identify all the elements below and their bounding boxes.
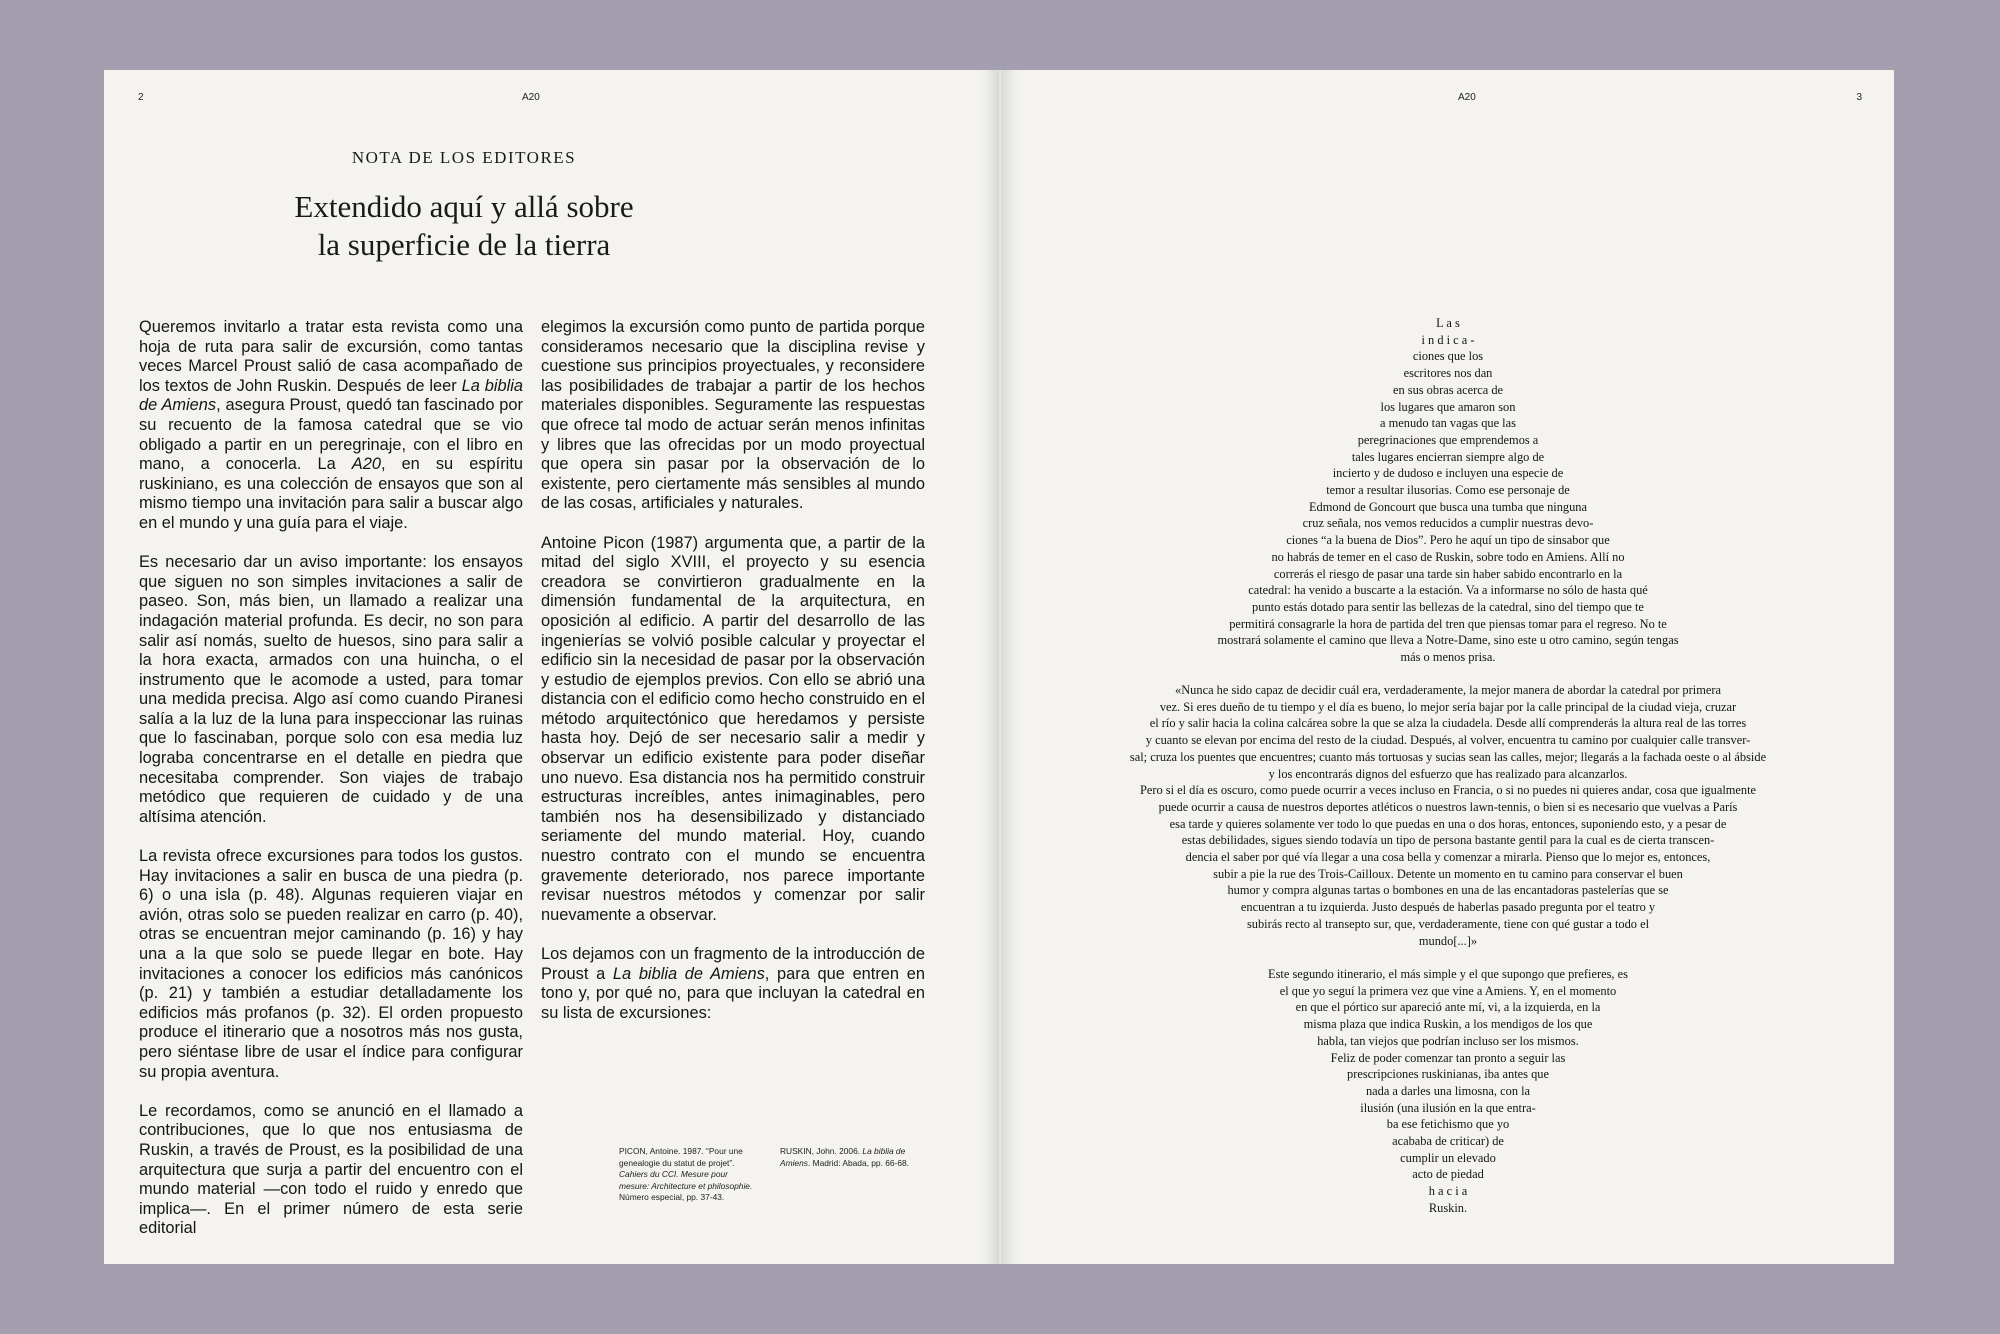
- shape-text-line: ilusión (una ilusión en la que entra-: [1360, 1100, 1536, 1115]
- shape-text-line: ciones que los: [1412, 349, 1484, 364]
- shape-text-line: Feliz de poder comenzar tan pronto a seguir las: [1330, 1050, 1566, 1065]
- shape-text-line: correrás el riesgo de pasar una tarde sin haber sabido encontrarlo en la: [1273, 566, 1623, 581]
- title-line: Extendido aquí y allá sobre: [294, 189, 634, 224]
- shape-text-line: incierto y de dudoso e incluyen una especie de: [1332, 466, 1564, 481]
- shape-text-line: los lugares que amaron son: [1380, 399, 1516, 414]
- body-column-1: [139, 318, 523, 1239]
- shape-text-line: temor a resultar ilusorias. Como ese personaje de: [1326, 483, 1570, 498]
- paragraph: Antoine Picon (1987) argumenta que, a partir de la mitad del siglo XVIII, el proyecto y su esencia creadora se convirtieron gradualmente en la dimensión fundamental de la arquitectura, en oposición al edificio. A partir del desarrollo de las ingenierías se volvió posible calcular y proyectar el edificio sin la necesidad de pasar por la observación y estudio de ejemplos previos. Con ello se abrió una distancia con el edificio como hecho construido en el método arquitectónico que heredamos y persiste hasta hoy. Dejó de ser necesario salir a medir y observar un edificio existente para poder diseñar uno nuevo. Esa distancia nos ha permitido construir estructuras increíbles, antes inimaginables, pero también nos ha desensibilizado y distanciado seriamente del mundo material. Hoy, cuando nuestro contrato con el mundo se encuentra gravemente deteriorado, nos parece importante revisar nuestros métodos y comenzar por salir nuevamente a observar.: [541, 533, 925, 924]
- shape-text-line: esa tarde y quieres solamente ver todo lo que puedas en una o dos horas, entonces, suponiendo esto, y a pesar de: [1169, 816, 1727, 831]
- paragraph: Queremos invitarlo a tratar esta revista como una hoja de ruta para salir de excursión, como tantas veces Marcel Proust salió de casa acompañado de los textos de John Ruskin. Después de leer La biblia de Amiens, asegura Proust, quedó tan fascinado por su recuento de la famosa catedral que se vio obligado a partir en un peregrinaje, con el libro en mano, a conocerla. La A20, en su espíritu ruskiniano, es una colección de ensayos que son al mismo tiempo una invitación para salir a buscar algo en el mundo y una guía para el viaje.: [139, 318, 523, 532]
- shape-text-line: Pero si el día es oscuro, como puede ocurrir a veces incluso en Francia, o si no puedes ni quieres andar, cosa que igualmente: [1139, 783, 1757, 798]
- shape-text-line: a menudo tan vagas que las: [1380, 416, 1516, 431]
- shape-text-line: Este segundo itinerario, el más simple y el que supongo que prefieres, es: [1268, 967, 1628, 981]
- cathedral-shape-text-bottom: [1062, 966, 1834, 1217]
- paragraph: elegimos la excursión como punto de partida porque consideramos necesario que la disciplina revise y cuestione sus principios proyectuales, y reconsidere las posibilidades de trabajar a partir de los hechos materiales disponibles. Seguramente las respuestas que ofrece tal modo de actuar serán menos infinitas y libres que las ofrecidas por un modo proyectual que opera sin pasar por la observación de lo existente, pero ciertamente más sensibles al mundo de las cosas, artificiales y naturales.: [541, 318, 925, 513]
- shape-text-line: mundo[...]»: [1418, 933, 1478, 948]
- footnote-ruskin: RUSKIN, John. 2006. La biblia de Amiens. Madrid: Abada, pp. 66-68.: [780, 1146, 909, 1168]
- shape-text-line: habla, tan viejos que podrían incluso ser los mismos.: [1317, 1033, 1579, 1048]
- shape-text-line: punto estás dotado para sentir las bellezas de la catedral, sino del tiempo que te: [1252, 599, 1644, 614]
- shape-text-line: prescripciones ruskinianas, iba antes que: [1347, 1067, 1549, 1082]
- shape-text-line: subir a pie la rue des Trois-Cailloux. Detente un momento en tu camino para conservar el buen: [1213, 866, 1683, 881]
- shape-text-line: «Nunca he sido capaz de decidir cuál era, verdaderamente, la mejor manera de abordar la catedral por primera: [1175, 683, 1721, 697]
- shape-text-line: i n d i c a -: [1421, 332, 1475, 347]
- shape-text-line: Ruskin.: [1428, 1200, 1468, 1215]
- left-page: [104, 70, 998, 1264]
- shape-text-line: vez. Si eres dueño de tu tiempo y el día es bueno, lo mejor sería bajar por la calle principal de la ciudad vieja, cruzar: [1159, 699, 1737, 714]
- shape-text-line: acababa de criticar) de: [1392, 1134, 1504, 1149]
- shape-text-line: nada a darles una limosna, con la: [1365, 1083, 1531, 1098]
- shape-text-line: L a s: [1436, 316, 1460, 330]
- shape-text-line: humor y compra algunas tartas o bombones en una de las encantadoras pastelerías que se: [1227, 883, 1669, 898]
- shape-text-line: cumplir un elevado: [1400, 1150, 1496, 1165]
- magazine-title: A20: [1458, 92, 1476, 103]
- cathedral-shape-quote: [1062, 682, 1834, 949]
- paragraph: Es necesario dar un aviso importante: los ensayos que siguen no son simples invitaciones a salir de paseo. Son, más bien, un llamado a realizar una indagación material profunda. Es decir, no son para salir así nomás, suelto de huesos, sino para salir a la hora exacta, armados con una huincha, o el instrumento que le acomode a usted, para tomar una medida precisa. Algo así como cuando Piranesi salía a la luz de la luna para inspeccionar las ruinas que lo fascinaban, porque solo con esa media luz lograba concentrarse en el detalle en piedra que necesitaba comprender. Son viajes de trabajo metódico que requieren de cuidado y de una altísima atención.: [139, 553, 523, 826]
- shape-text-line: subirás recto al transepto sur, que, verdaderamente, tiene con qué gustar a todo el: [1246, 916, 1650, 931]
- shape-text-line: dencia el saber por qué vía llegar a una cosa bella y comenzar a mirarla. Pienso que lo mejor es, entonces,: [1185, 850, 1711, 865]
- shape-text-line: Edmond de Goncourt que busca una tumba que ninguna: [1308, 499, 1588, 514]
- magazine-title: A20: [522, 92, 540, 103]
- shape-text-line: no habrás de temer en el caso de Ruskin, sobre todo en Amiens. Allí no: [1271, 549, 1625, 564]
- shape-text-line: cruz señala, nos vemos reducidos a cumplir nuestras devo-: [1302, 516, 1594, 531]
- paragraph: Los dejamos con un fragmento de la introducción de Proust a La biblia de Amiens, para que entren en tono y, por qué no, para que incluyan la catedral en su lista de excursiones:: [541, 945, 925, 1022]
- shape-text-line: misma plaza que indica Ruskin, a los mendigos de los que: [1303, 1017, 1593, 1032]
- shape-text-line: escritores nos dan: [1403, 366, 1493, 381]
- paragraph: La revista ofrece excursiones para todos los gustos. Hay invitaciones a salir en busca de una piedra (p. 6) o una isla (p. 48). Algunas requieren viajar en avión, otras solo se pueden realizar en carro (p. 40), otras se encuentran mejor caminando (p. 16) y hay una a la que solo se puede llegar en bote. Hay invitaciones a conocer los edificios más canónicos (p. 21) y también a estudiar detalladamente los edificios más profanos (p. 32). El orden propuesto produce el itinerario que a nosotros más nos gusta, pero siéntase libre de usar el índice para configurar su propia aventura.: [139, 847, 523, 1081]
- shape-text-line: más o menos prisa.: [1400, 650, 1496, 665]
- shape-text-line: catedral: ha venido a buscarte a la estación. Va a informarse no sólo de hasta qué: [1248, 583, 1648, 598]
- shape-text-line: el que yo seguí la primera vez que vine a Amiens. Y, en el momento: [1279, 983, 1617, 998]
- shape-text-line: permitirá consagrarle la hora de partida del tren que piensas tomar para el regreso. No te: [1229, 616, 1667, 631]
- shape-text-line: en sus obras acerca de: [1392, 382, 1504, 397]
- shape-text-line: y los encontrarás dignos del esfuerzo que has realizado para alcanzarlos.: [1268, 766, 1628, 781]
- section-kicker: NOTA DE LOS EDITORES: [351, 148, 577, 167]
- page-number: 2: [138, 92, 144, 103]
- shape-text-line: puede ocurrir a causa de nuestros deportes atléticos o nuestros lawn-tennis, o bien si es necesario que vuelvas a París: [1158, 799, 1738, 814]
- right-page: [1002, 70, 1894, 1264]
- shape-text-line: sal; cruza los puentes que encuentres; cuanto más tortuosas y sucias sean las calles, mejor; llegarás a la fachada oeste o al ábside: [1129, 749, 1767, 764]
- shape-text-line: tales lugares encierran siempre algo de: [1351, 449, 1545, 464]
- shape-text-line: ciones “a la buena de Dios”. Pero he aquí un tipo de sinsabor que: [1286, 533, 1610, 548]
- shape-text-line: ba ese fetichismo que yo: [1386, 1117, 1510, 1132]
- shape-text-line: el río y salir hacia la colina calcárea sobre la que se alza la ciudadela. Desde allí comprenderás la altura real de las torres: [1149, 716, 1747, 731]
- shape-text-line: y cuanto se elevan por encima del resto de la ciudad. Después, al volver, encuentra tu camino por cualquier calle transver-: [1145, 733, 1751, 748]
- shape-text-line: peregrinaciones que emprendemos a: [1357, 432, 1539, 447]
- body-column-2: [541, 318, 925, 1023]
- paragraph: Le recordamos, como se anunció en el llamado a contribuciones, que lo que nos entusiasma de Ruskin, a través de Proust, es la posibilidad de una arquitectura que surja a partir del encuentro con el mundo material —con todo el ruido y enredo que implica—. En el primer número de esta serie editorial: [139, 1101, 523, 1238]
- shape-text-line: estas debilidades, sigues siendo todavía un tipo de persona bastante gentil para la cual es de cierta transcen-: [1181, 833, 1715, 848]
- shape-text-line: en que el pórtico sur apareció ante mí, vi, a la izquierda, en la: [1295, 1000, 1601, 1015]
- footnote-picon: PICON, Antoine. 1987. “Pour une genealogie du statut de projet”. Cahiers du CCI. Mesure pour mesure: Architecture et philosophie. Número especial, pp. 37-43.: [619, 1146, 753, 1203]
- article-title: [104, 188, 824, 264]
- shape-text-line: mostrará solamente el camino que lleva a Notre-Dame, sino este u otro camino, según tengas: [1217, 633, 1679, 648]
- shape-text-line: h a c i a: [1428, 1184, 1468, 1199]
- shape-text-line: acto de piedad: [1412, 1167, 1484, 1182]
- page-number: 3: [1856, 92, 1862, 103]
- cathedral-shape-text-top: [1062, 315, 1834, 666]
- title-line: la superficie de la tierra: [317, 227, 611, 262]
- shape-text-line: encuentran a tu izquierda. Justo después de haberlas pasado pregunta por el teatro y: [1240, 900, 1656, 915]
